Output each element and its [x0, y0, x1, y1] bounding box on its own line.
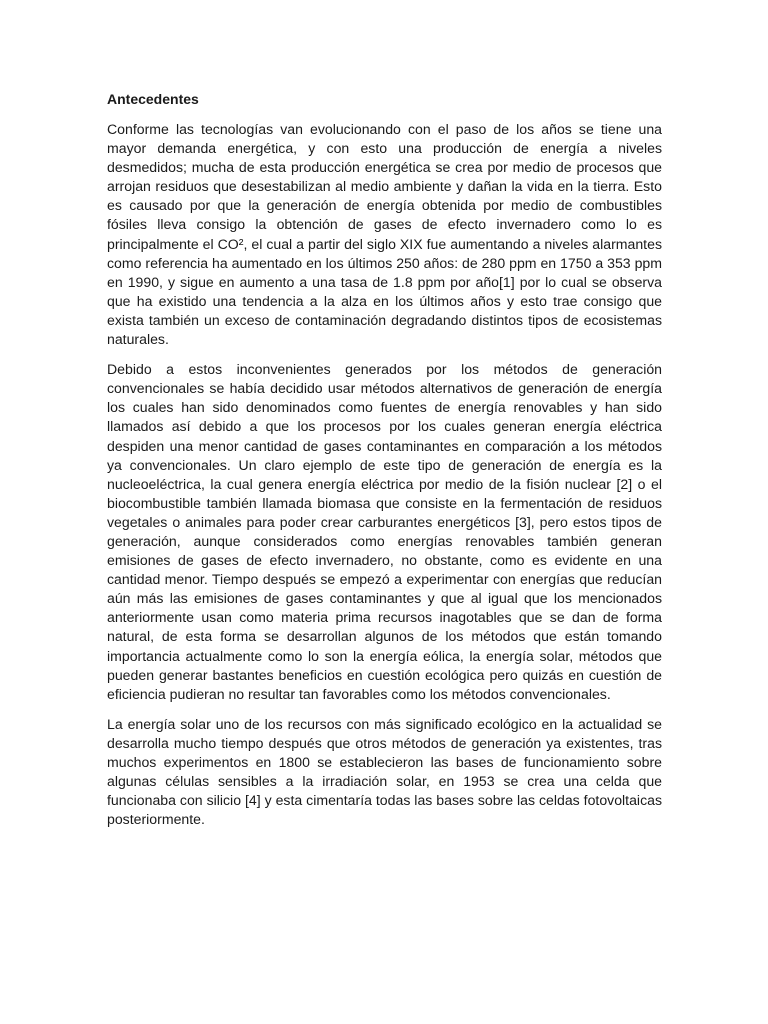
paragraph-1: Conforme las tecnologías van evolucionando con el paso de los años se tiene una mayor demanda energética, y con esto una producción de energía a niveles desmedidos; mucha de esta producción energética se crea por medio de procesos que arrojan residuos que desestabilizan al medio ambiente y dañan la vida en la tierra. Esto es causado por que la generación de energía obtenida por medio de combustibles fósiles lleva consigo la obtención de gases de efecto invernadero como lo es principalmente el CO², el cual a partir del siglo XIX fue aumentando a niveles alarmantes como referencia ha aumentado en los últimos 250 años: de 280 ppm en 1750 a 353 ppm en 1990, y sigue en aumento a una tasa de 1.8 ppm por año[1] por lo cual se observa que ha existido una tendencia a la alza en los últimos años y esto trae consigo que exista también un exceso de contaminación degradando distintos tipos de ecosistemas naturales.	[107, 121, 662, 348]
paragraph-2: Debido a estos inconvenientes generados por los métodos de generación convencionales se había decidido usar métodos alternativos de generación de energía los cuales han sido denominados como fuentes de energía renovables y han sido llamados así debido a que los procesos por los cuales generan energía eléctrica despiden una menor cantidad de gases contaminantes en comparación a los métodos ya convencionales. Un claro ejemplo de este tipo de generación de energía es la nucleoeléctrica, la cual genera energía eléctrica por medio de la fisión nuclear [2] o el biocombustible también llamada biomasa que consiste en la fermentación de residuos vegetales o animales para poder crear carburantes energéticos [3], pero estos tipos de generación, aunque considerados como energías renovables también generan emisiones de gases de efecto invernadero, no obstante, como es evidente en una cantidad menor. Tiempo después se empezó a experimentar con energías que reducían aún más las emisiones de gases contaminantes y que al igual que los mencionados anteriormente usan como materia prima recursos inagotables que se dan de forma natural, de esta forma se desarrollan algunos de los métodos que están tomando importancia actualmente como lo son la energía eólica, la energía solar, métodos que pueden generar bastantes beneficios en cuestión ecológica pero quizás en cuestión de eficiencia pudieran no resultar tan favorables como los métodos convencionales.	[107, 361, 662, 702]
document-page	[107, 90, 662, 840]
paragraph-3: La energía solar uno de los recursos con más significado ecológico en la actualidad se desarrolla mucho tiempo después que otros métodos de generación ya existentes, tras muchos experimentos en 1800 se establecieron las bases de funcionamiento sobre algunas células sensibles a la irradiación solar, en 1953 se crea una celda que funcionaba con silicio [4] y esta cimentaría todas las bases sobre las celdas fotovoltaicas posteriormente.	[107, 715, 662, 828]
section-heading: Antecedentes	[107, 91, 199, 107]
